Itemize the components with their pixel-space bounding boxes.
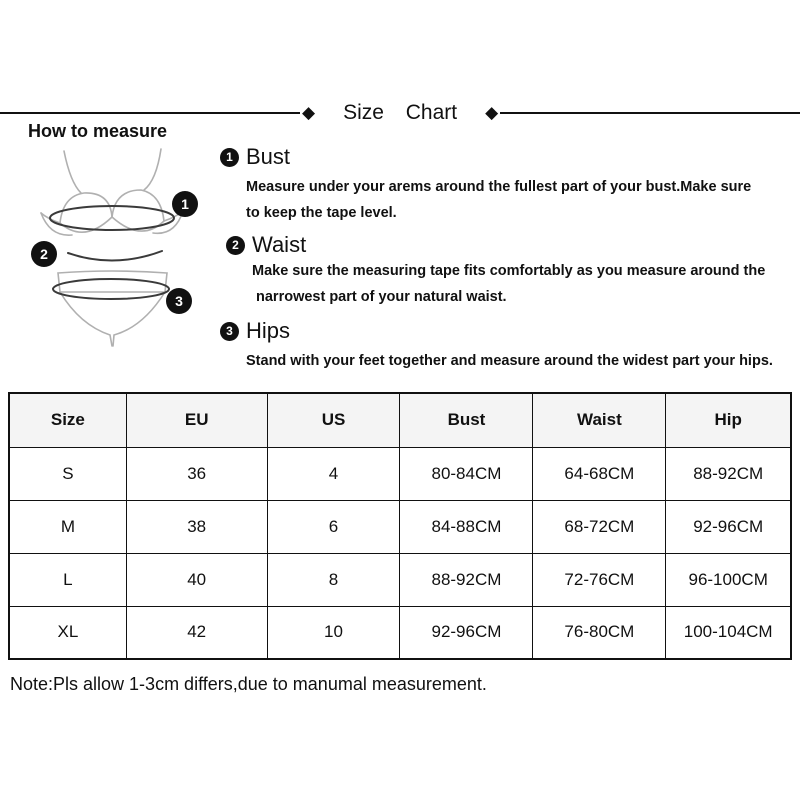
table-row [9, 447, 791, 500]
section-hips-body [246, 348, 795, 374]
measurement-illustration [22, 143, 212, 348]
cell-us: 8 [267, 553, 400, 606]
instruction-line: Make sure the measuring tape fits comfortably as you measure around the [252, 263, 766, 279]
cell-size: S [9, 447, 126, 500]
cell-waist: 68-72CM [533, 500, 666, 553]
col-header-us: US [267, 393, 400, 447]
cell-eu: 42 [126, 606, 267, 659]
section-waist-header [226, 232, 800, 258]
instruction-line: narrowest part of your natural waist. [256, 289, 507, 305]
cell-size: L [9, 553, 126, 606]
marker-2-label: 2 [40, 246, 48, 262]
title-divider-left [0, 112, 300, 114]
cell-hip: 96-100CM [666, 553, 791, 606]
col-header-eu: EU [126, 393, 267, 447]
col-header-size: Size [9, 393, 126, 447]
instruction-line: Stand with your feet together and measure around the widest part your hips. [246, 353, 773, 369]
cell-bust: 84-88CM [400, 500, 533, 553]
col-header-waist: Waist [533, 393, 666, 447]
section-waist-body [252, 258, 800, 310]
table-row [9, 500, 791, 553]
col-header-hip: Hip [666, 393, 791, 447]
cell-hip: 88-92CM [666, 447, 791, 500]
badge-1-icon: 1 [220, 148, 239, 167]
diamond-icon: ◆ [485, 102, 499, 122]
section-bust-body [246, 174, 795, 226]
size-table [8, 392, 792, 660]
section-hips-title: Hips [246, 318, 291, 343]
section-bust-title: Bust [246, 144, 291, 169]
waist-measure-line [68, 251, 162, 261]
cell-size: M [9, 500, 126, 553]
table-row [9, 553, 791, 606]
marker-3-label: 3 [175, 293, 183, 309]
instruction-line: to keep the tape level. [246, 205, 397, 221]
marker-1-label: 1 [181, 196, 189, 212]
bikini-top-sketch [41, 149, 183, 235]
table-header-row [9, 393, 791, 447]
cell-us: 6 [267, 500, 400, 553]
cell-hip: 92-96CM [666, 500, 791, 553]
table-row [9, 606, 791, 659]
cell-waist: 72-76CM [533, 553, 666, 606]
col-header-bust: Bust [400, 393, 533, 447]
cell-us: 10 [267, 606, 400, 659]
cell-bust: 88-92CM [400, 553, 533, 606]
section-hips-header [220, 318, 795, 344]
cell-bust: 80-84CM [400, 447, 533, 500]
title-divider-right [500, 112, 800, 114]
page-title: Size Chart [343, 101, 458, 124]
measure-lines [50, 206, 174, 299]
section-bust [220, 144, 795, 226]
size-table-container [8, 392, 792, 660]
section-hips [220, 318, 795, 374]
cell-waist: 64-68CM [533, 447, 666, 500]
cell-eu: 38 [126, 500, 267, 553]
diamond-icon: ◆ [302, 102, 316, 122]
section-bust-header [220, 144, 795, 170]
cell-waist: 76-80CM [533, 606, 666, 659]
measurement-note: Note:Pls allow 1-3cm differs,due to manumal measurement. [10, 674, 487, 694]
instruction-line: Measure under your arems around the fullest part of your bust.Make sure [246, 179, 752, 195]
section-waist [226, 232, 800, 310]
cell-eu: 36 [126, 447, 267, 500]
cell-hip: 100-104CM [666, 606, 791, 659]
cell-us: 4 [267, 447, 400, 500]
how-to-measure-label: How to measure [28, 121, 168, 141]
badge-2-icon: 2 [226, 236, 245, 255]
hip-measure-line [53, 279, 169, 299]
cell-eu: 40 [126, 553, 267, 606]
badge-3-icon: 3 [220, 322, 239, 341]
cell-bust: 92-96CM [400, 606, 533, 659]
cell-size: XL [9, 606, 126, 659]
section-waist-title: Waist [252, 232, 307, 257]
